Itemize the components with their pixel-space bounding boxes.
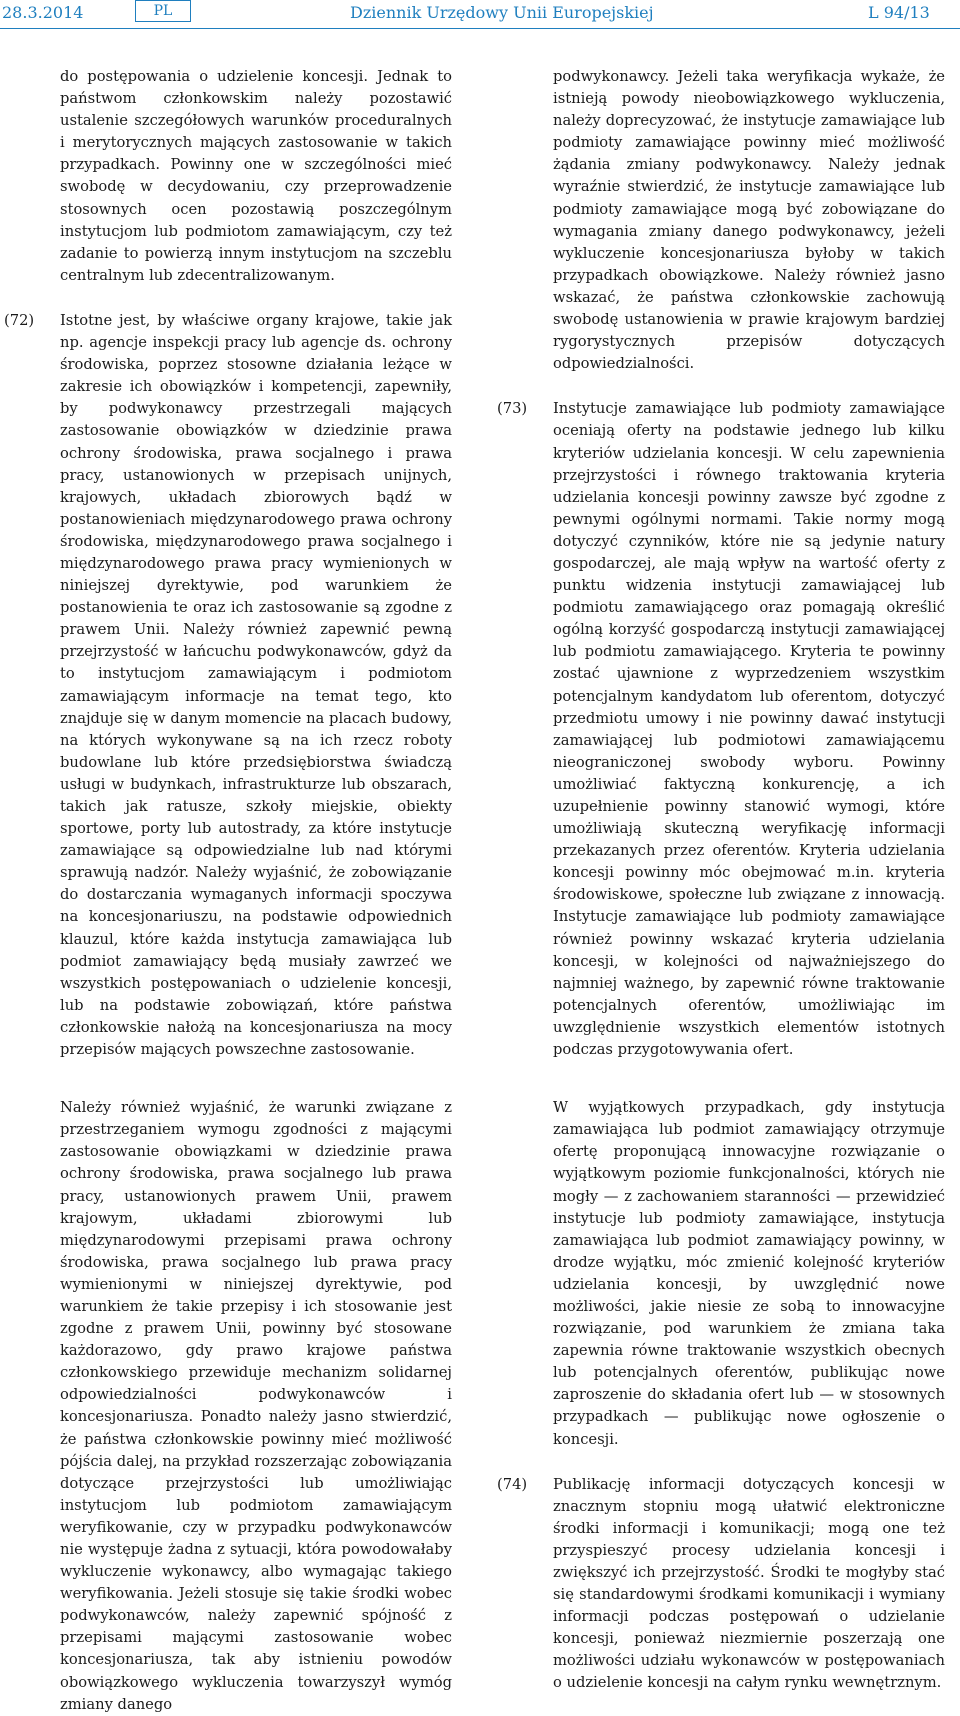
right-column [497,66,945,1695]
recital-text: Instytucje zamawiające lub podmioty zamawiające oceniają oferty na podstawie jednego lub kilku kryteriów udzielania koncesji. W celu zapewnienia przejrzystości i równego traktowania kryteria udzielania koncesji powinny zawsze być zgodne z pewnymi ogólnymi normami. Takie normy mogą dotyczyć czynników, które nie są jedynie natury gospodarczej, ale mają wpływ na wartość oferty z punktu widzenia instytucji zamawiającej lub podmiotu zamawiającego oraz pomagają określić ogólną korzyść gospodarczą instytucji zamawiającej lub podmiotu zamawiającego. Kryteria te powinny zostać ujawnione z wyprzedzeniem wszystkim potencjalnym kandydatom lub oferentom, dotyczyć przedmiotu umowy i nie powinny dawać instytucji zamawiającej lub podmiotowi zamawiającemu nieograniczonej swobody wyboru. Powinny umożliwiać faktyczną konkurencję, a ich uzupełnienie powinny stanowić wymogi, które umożliwiają skuteczną weryfikację informacji przekazanych przez oferentów. Kryteria udzielania koncesji powinny móc obejmować m.in. kryteria środowiskowe, społeczne lub związane z innowacją. Instytucje zamawiające lub podmioty zamawiające również powinny wskazać kryteria udzielania koncesji, w kolejności od najważniejszego do najmniej ważnego, by zapewnić równe traktowanie potencjalnych oferentów, umożliwiając im uwzględnienie wszystkich elementów istotnych podczas przygotowywania ofert. [553,400,945,1059]
recital-number: (74) [497,1475,528,1493]
recital-73-continuation: W wyjątkowych przypadkach, gdy instytucja zamawiająca lub podmiot zamawiający otrzymuje ofertę proponującą innowacyjne rozwiązanie o wyjątkowym poziomie funkcjonalności, których nie mogły — z zachowaniem staranności — przewidzieć instytucje lub podmioty zamawiające, instytucja zamawiająca lub podmiot zamawiający powinny, w drodze wyjątku, móc zmienić kolejność kryteriów udzielania koncesji, by uwzględnić nowe możliwości, jakie niesie ze sobą to innowacyjne rozwiązanie, pod warunkiem że zmiana taka zapewnia równe traktowanie wszystkich obecnych lub potencjalnych oferentów, publikując nowe zaproszenie do składania ofert lub — w stosownych przypadkach — publikując nowe ogłoszenie o koncesji. [553,1099,945,1448]
recital-73 [497,398,945,1061]
header-rule [0,28,960,29]
page-number: L 94/13 [868,3,930,22]
recital-text: Istotne jest, by właściwe organy krajowe, takie jak np. agencje inspekcji pracy lub agencje ds. ochrony środowiska, poprzez stosowne działania leżące w zakresie ich obowiązków i kompetencji, zapewniły, by podwykonawcy przestrzegali mających zastosowanie obowiązków w dziedzinie prawa ochrony środowiska, prawa socjalnego i prawa pracy, ustanowionych w przepisach unijnych, krajowych, układach zbiorowych bądź w postanowieniach międzynarodowego prawa ochrony środowiska, międzynarodowego prawa socjalnego i międzynarodowego prawa pracy wymienionych w niniejszej dyrektywie, pod warunkiem że postanowienia te oraz ich zastosowanie są zgodne z prawem Unii. Należy również zapewnić pewną przejrzystość w łańcuchu podwykonawców, gdyż da to instytucjom zamawiającym i podmiotom zamawiającym informacje na temat tego, kto znajduje się w danym momencie na placach budowy, na których wykonywane są na ich rzecz roboty budowlane lub które przedsiębiorstwa świadczą usługi w budynkach, infrastrukturze lub obszarach, takich jak ratusze, szkoły miejskie, obiekty sportowe, porty lub autostrady, za które instytucje zamawiające są odpowiedzialne lub nad którymi sprawują nadzór. Należy wyjaśnić, że zobowiązanie do dostarczania wymaganych informacji spoczywa na koncesjonariuszu, na podstawie odpowiednich klauzul, które każda instytucja zamawiająca lub podmiot zamawiający będą musiały zawrzeć we wszystkich postępowaniach o udzielenie koncesji, lub na podstawie zobowiązań, które państwa członkowskie nałożą na koncesjonariusza na mocy przepisów mających powszechne zastosowanie. [60,311,452,1059]
recital-72 [4,310,452,1061]
language-badge: PL [135,0,191,22]
paragraph-continued: do postępowania o udzielenie koncesji. Jednak to państwom członkowskim należy pozostawić ustalenie szczegółowych warunków proceduralnych i merytorycznych mających zastosowanie w takich przypadkach. Powinny one w szczególności mieć swobodę w decydowaniu, czy przeprowadzenie stosownych ocen pozostawią poszczególnym instytucjom lub podmiotom zamawiającym, czy też zadanie to powierzą innym instytucjom na szczeblu centralnym lub zdecentralizowanym. [60,68,452,284]
recital-72-continuation: Należy również wyjaśnić, że warunki związane z przestrzeganiem wymogu zgodności z mającymi zastosowanie obowiązkami w dziedzinie prawa ochrony środowiska, prawa socjalnego lub prawa pracy, ustanowionych prawem Unii, prawem krajowym, układami zbiorowymi lub międzynarodowymi przepisami prawa ochrony środowiska, prawa socjalnego lub prawa pracy wymienionymi w niniejszej dyrektywie, pod warunkiem że takie przepisy i ich stosowanie jest zgodne z prawem Unii, powinny być stosowane każdorazowo, gdy prawo krajowe państwa członkowskiego przewiduje mechanizm solidarnej odpowiedzialności podwykonawców i koncesjonariusza. Ponadto należy jasno stwierdzić, że państwa członkowskie powinny mieć możliwość pójścia dalej, na przykład rozszerzając zobowiązania dotyczące przejrzystości lub umożliwiając instytucjom lub podmiotom zamawiającym weryfikowanie, czy w przypadku podwykonawców nie występuje żadna z sytuacji, która powodowałaby wykluczenie wykonawcy, albo wymagając takiego weryfikowania. Jeżeli stosuje się takie środki wobec podwykonawców, należy zapewnić spójność z przepisami mającymi zastosowanie wobec koncesjonariusza, tak aby istnieniu powodów obowiązkowego wykluczenia towarzyszył wymóg zmiany danego [60,1099,452,1713]
recital-number: (73) [497,400,528,418]
recital-text: Publikację informacji dotyczących koncesji w znacznym stopniu mogą ułatwić elektroniczne środki informacji i komunikacji; mogą one też przyspieszyć procesy udzielania koncesji i zwiększyć ich przejrzystość. Środki te mogłyby stać się standardowymi środkami komunikacji i wymiany informacji podczas postępowań o udzielanie koncesji, ponieważ niezmiernie poszerzają one możliwości udziału wykonawców w postępowaniach o udzielenie koncesji na całym rynku wewnętrznym. [553,1475,945,1692]
paragraph-continued: podwykonawcy. Jeżeli taka weryfikacja wykaże, że istnieją powody nieobowiązkowego wykluczenia, należy doprecyzować, że instytucje zamawiające lub podmioty zamawiające powinny mieć możliwość żądania zmiany podwykonawcy. Należy jednak wyraźnie stwierdzić, że instytucje zamawiające lub podmioty zamawiające mogą być zobowiązane do wymagania zmiany danego podwykonawcy, jeżeli wykluczenie koncesjonariusza byłoby w takich przypadkach obowiązkowe. Należy również jasno wskazać, że państwa członkowskie zachowują swobodę ustanowienia w prawie krajowym bardziej rygorystycznych przepisów dotyczących odpowiedzialności. [553,68,945,373]
recital-number: (72) [4,311,35,329]
publication-date: 28.3.2014 [2,3,84,22]
left-column [4,66,452,1716]
recital-74 [497,1474,945,1695]
journal-title: Dziennik Urzędowy Unii Europejskiej [350,3,654,22]
